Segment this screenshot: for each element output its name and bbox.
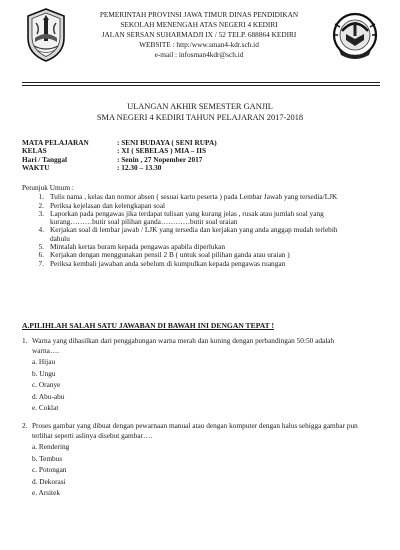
- instruction-text: Periksa kembali jawaban anda sebelum di kumpulkan kepada pengawas ruangan: [50, 258, 286, 268]
- answer-option: a. Rendering: [32, 442, 70, 451]
- exam-title: [0, 101, 400, 123]
- letterhead-line: JALAN SERSAN SUHARMADJI IX / 52 TELP. 688864 KEDIRI: [101, 30, 297, 39]
- info-label: MATA PELAJARAN: [22, 138, 89, 147]
- general-instructions: [22, 184, 382, 268]
- school-logo: [330, 10, 380, 62]
- instruction-item: [22, 226, 382, 243]
- instruction-text: Kerjakan dengan menggunakan pensil 2 B ( untuk soal pilihan ganda atau uraian ): [50, 250, 290, 260]
- info-row-time: [22, 164, 217, 172]
- instruction-text: Mintalah kertas buram kepada pengawas apabila diperlukan: [50, 242, 226, 252]
- answer-option: d. Dekorasi: [32, 476, 66, 486]
- exam-title-line-2: SMA NEGERI 4 KEDIRI TAHUN PELAJARAN 2017-2018: [96, 113, 304, 122]
- letterhead: [68, 10, 330, 60]
- letterhead-line: SEKOLAH MENENGAH ATAS NEGERI 4 KEDIRI: [120, 20, 278, 29]
- letterhead-line: PEMERINTAH PROVINSI JAWA TIMUR DINAS PENDIDIKAN: [99, 10, 299, 19]
- exam-info-block: [22, 139, 217, 173]
- answer-options: [32, 356, 382, 414]
- instruction-item: [22, 260, 382, 268]
- info-label: Hari / Tanggal: [22, 154, 68, 164]
- exam-title-line-1: ULANGAN AKHIR SEMESTER GANJIL: [127, 102, 273, 111]
- instruction-number: 5.: [38, 242, 44, 252]
- letterhead-line: WEBSITE : http:/www.sman4-kdr.sch.id: [139, 40, 259, 49]
- instruction-item: [22, 210, 382, 227]
- letterhead-divider-thin: [22, 85, 380, 86]
- instruction-text: Tulis nama , kelas dan nomor absen ( sesuai kartu peserta ) pada Lembar Jawab yang tersedia/LJK: [50, 192, 338, 202]
- info-label: WAKTU: [22, 163, 50, 173]
- question-2: [22, 421, 382, 499]
- question-1: [22, 336, 382, 414]
- instruction-number: 7.: [38, 258, 44, 268]
- section-a-title: A.PILIHLAH SALAH SATU JAWABAN DI BAWAH INI DENGAN TEPAT !: [22, 321, 275, 330]
- info-value: : SENI BUDAYA ( SENI RUPA): [117, 138, 217, 147]
- answer-option: e. Coklat: [32, 403, 59, 412]
- info-label: KELAS: [22, 146, 47, 156]
- question-number: 2.: [22, 421, 28, 430]
- instruction-number: 4.: [38, 225, 44, 235]
- instruction-number: 2.: [38, 200, 44, 210]
- answer-option: d. Abu-abu: [32, 391, 65, 401]
- info-value: : 12.30 – 13.30: [117, 163, 162, 173]
- question-text: Proses gambar yang dibuat dengan pewarnaan manual atau dengan komputer dengan halus sehigga gambar pun terlihat seperti aslinya disebut gambar….: [32, 421, 358, 440]
- answer-option: c. Oranye: [32, 380, 61, 389]
- letterhead-line: e-mail : infosman4kdr@sch.id: [154, 50, 244, 59]
- instruction-text: Periksa kejelasan dan kelengkapan soal: [50, 200, 166, 210]
- instruction-text: Kerjakan soal di lembar jawab / LJK yang tersedia dan kerjakan yang anda anggap mudah terlebih dahulu: [50, 225, 338, 243]
- question-number: 1.: [22, 336, 28, 345]
- answer-option: b. Ungu: [32, 368, 56, 378]
- instructions-heading: Petunjuk Umum :: [22, 183, 74, 192]
- letterhead-divider: [22, 82, 380, 83]
- answer-option: b. Tembus: [32, 453, 63, 463]
- question-stem: [22, 336, 382, 355]
- info-value: : XI ( SEBELAS ) MIA – IIS: [117, 146, 207, 156]
- answer-option: e. Arsitek: [32, 488, 60, 497]
- answer-option: a. Hijau: [32, 357, 56, 366]
- east-java-crest-logo: [25, 8, 67, 62]
- answer-options: [32, 441, 382, 499]
- instruction-text: Laporkan pada pengawas jika terdapat tulisan yang kurang jelas , rusak atau jumlah soal yang kurang………butir soal pilihan ganda…………butir soal uraian: [50, 208, 324, 227]
- question-stem: [22, 421, 382, 440]
- instruction-number: 1.: [38, 192, 44, 202]
- instructions-list: [22, 193, 382, 268]
- instruction-number: 6.: [38, 250, 44, 260]
- answer-option: c. Potongan: [32, 465, 67, 474]
- instruction-number: 3.: [38, 208, 44, 218]
- question-text: Warna yang dihasilkan dari penggabungan warna merah dan kuning dengan perbandingan 50:50 adalah warna….: [32, 336, 335, 355]
- info-value: : Senin , 27 Nopember 2017: [117, 154, 203, 164]
